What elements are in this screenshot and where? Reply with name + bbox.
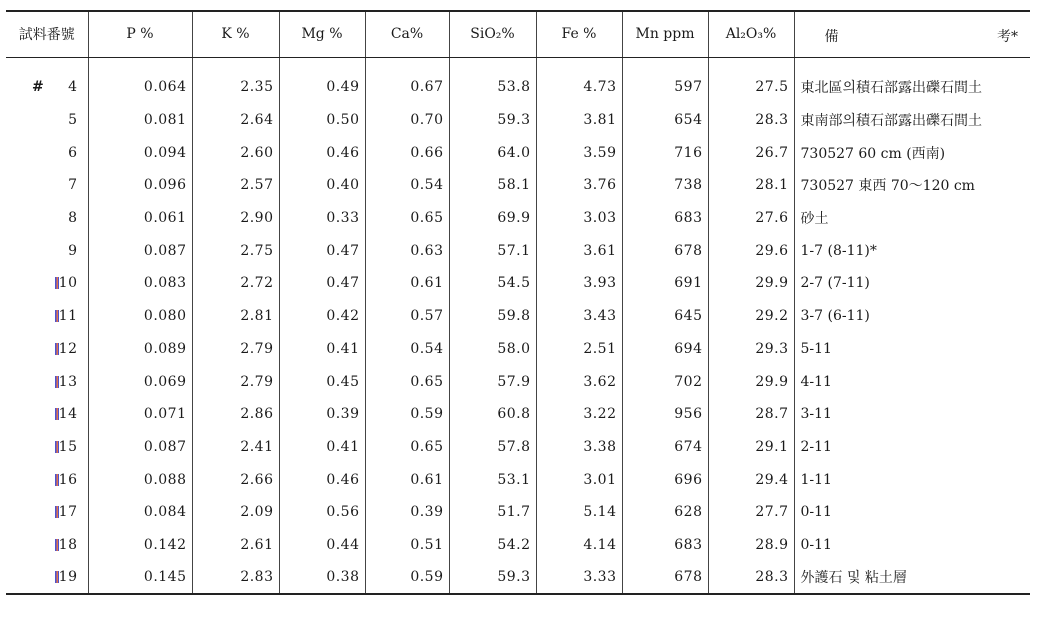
cell-sio2: 51.7 (449, 496, 536, 529)
cell-k: 2.72 (192, 267, 279, 300)
cell-ca: 0.63 (365, 234, 449, 267)
table-row (6, 431, 1030, 464)
cell-note: 0-11 (794, 529, 1030, 562)
cell-mg: 0.42 (279, 300, 365, 333)
cell-note: 2-7 (7-11) (794, 267, 1030, 300)
table-row (6, 333, 1030, 366)
cell-p: 0.087 (88, 431, 192, 464)
cell-k: 2.81 (192, 300, 279, 333)
cell-mg: 0.47 (279, 234, 365, 267)
cell-ca: 0.51 (365, 529, 449, 562)
header-p: P % (88, 11, 192, 57)
cell-mg: 0.46 (279, 136, 365, 169)
cell-k: 2.75 (192, 234, 279, 267)
cell-mn: 678 (622, 561, 708, 594)
cell-mg: 0.33 (279, 202, 365, 235)
cell-sio2: 58.0 (449, 333, 536, 366)
cell-mn: 694 (622, 333, 708, 366)
sample-number: 13 (58, 373, 78, 390)
cell-mn: 654 (622, 104, 708, 137)
cell-al2o3: 27.5 (708, 71, 794, 104)
table-row (6, 300, 1030, 333)
cell-mg: 0.56 (279, 496, 365, 529)
cell-fe: 5.14 (536, 496, 622, 529)
cell-sample-no (6, 529, 88, 562)
cell-fe: 3.93 (536, 267, 622, 300)
cell-p: 0.096 (88, 169, 192, 202)
header-al2o3: Al₂O₃% (708, 11, 794, 57)
cell-mn: 678 (622, 234, 708, 267)
cell-sample-no (6, 333, 88, 366)
header-note-a: 備 (824, 29, 839, 45)
table-row (6, 71, 1030, 104)
soil-analysis-table (6, 10, 1030, 595)
cell-mg: 0.50 (279, 104, 365, 137)
table-row (6, 104, 1030, 137)
cell-sio2: 57.9 (449, 365, 536, 398)
cell-sio2: 60.8 (449, 398, 536, 431)
cell-p: 0.069 (88, 365, 192, 398)
cell-p: 0.089 (88, 333, 192, 366)
cell-note: 砂土 (794, 202, 1030, 235)
cell-sio2: 54.2 (449, 529, 536, 562)
cell-mn: 696 (622, 463, 708, 496)
cell-sample-no (6, 71, 88, 104)
cell-fe: 2.51 (536, 333, 622, 366)
sample-number: 5 (68, 112, 78, 129)
cell-al2o3: 29.1 (708, 431, 794, 464)
cell-p: 0.081 (88, 104, 192, 137)
cell-mg: 0.45 (279, 365, 365, 398)
cell-fe: 3.38 (536, 431, 622, 464)
cell-k: 2.64 (192, 104, 279, 137)
cell-note: 3-7 (6-11) (794, 300, 1030, 333)
cell-al2o3: 29.9 (708, 365, 794, 398)
cell-note: 730527 東西 70〜120 cm (794, 169, 1030, 202)
cell-note: 外護石 및 粘土層 (794, 561, 1030, 594)
cell-fe: 4.73 (536, 71, 622, 104)
table-row (6, 234, 1030, 267)
cell-ca: 0.65 (365, 202, 449, 235)
cell-fe: 3.01 (536, 463, 622, 496)
sample-number: 12 (58, 340, 78, 357)
cell-p: 0.088 (88, 463, 192, 496)
cell-sample-no (6, 431, 88, 464)
cell-ca: 0.61 (365, 267, 449, 300)
table-row (6, 529, 1030, 562)
cell-note: 0-11 (794, 496, 1030, 529)
sample-number: 11 (58, 308, 78, 325)
cell-ca: 0.65 (365, 365, 449, 398)
cell-sio2: 59.3 (449, 561, 536, 594)
cell-mn: 645 (622, 300, 708, 333)
cell-al2o3: 27.7 (708, 496, 794, 529)
cell-sample-no (6, 104, 88, 137)
cell-note: 3-11 (794, 398, 1030, 431)
cell-fe: 3.33 (536, 561, 622, 594)
header-k: K % (192, 11, 279, 57)
cell-sio2: 57.1 (449, 234, 536, 267)
cell-p: 0.142 (88, 529, 192, 562)
cell-sio2: 69.9 (449, 202, 536, 235)
cell-fe: 3.22 (536, 398, 622, 431)
cell-p: 0.087 (88, 234, 192, 267)
cell-mg: 0.47 (279, 267, 365, 300)
cell-sio2: 64.0 (449, 136, 536, 169)
table-row (6, 365, 1030, 398)
cell-al2o3: 29.2 (708, 300, 794, 333)
cell-mn: 683 (622, 529, 708, 562)
cell-sample-no (6, 202, 88, 235)
cell-al2o3: 29.3 (708, 333, 794, 366)
sample-number: 19 (58, 569, 78, 586)
cell-mn: 716 (622, 136, 708, 169)
cell-sio2: 59.3 (449, 104, 536, 137)
cell-fe: 3.03 (536, 202, 622, 235)
sample-number: 8 (68, 210, 78, 227)
cell-k: 2.35 (192, 71, 279, 104)
cell-note: 1-11 (794, 463, 1030, 496)
cell-sample-no (6, 169, 88, 202)
spacer-row (6, 57, 1030, 71)
cell-note: 2-11 (794, 431, 1030, 464)
cell-sio2: 59.8 (449, 300, 536, 333)
cell-note: 1-7 (8-11)* (794, 234, 1030, 267)
cell-ca: 0.59 (365, 561, 449, 594)
cell-sample-no (6, 496, 88, 529)
header-mn: Mn ppm (622, 11, 708, 57)
sample-number: 7 (68, 177, 78, 194)
cell-mn: 956 (622, 398, 708, 431)
header-fe: Fe % (536, 11, 622, 57)
cell-sample-no (6, 365, 88, 398)
cell-al2o3: 28.1 (708, 169, 794, 202)
cell-sio2: 53.8 (449, 71, 536, 104)
cell-sample-no (6, 398, 88, 431)
cell-ca: 0.59 (365, 398, 449, 431)
cell-p: 0.083 (88, 267, 192, 300)
cell-k: 2.57 (192, 169, 279, 202)
cell-k: 2.60 (192, 136, 279, 169)
cell-p: 0.084 (88, 496, 192, 529)
cell-mn: 683 (622, 202, 708, 235)
cell-mg: 0.41 (279, 431, 365, 464)
cell-al2o3: 28.3 (708, 104, 794, 137)
cell-fe: 3.59 (536, 136, 622, 169)
cell-sio2: 53.1 (449, 463, 536, 496)
header-sio2: SiO₂% (449, 11, 536, 57)
table-row (6, 398, 1030, 431)
cell-ca: 0.67 (365, 71, 449, 104)
cell-mg: 0.39 (279, 398, 365, 431)
table-row (6, 561, 1030, 594)
cell-p: 0.061 (88, 202, 192, 235)
cell-k: 2.66 (192, 463, 279, 496)
table-row (6, 202, 1030, 235)
cell-mn: 691 (622, 267, 708, 300)
table-row (6, 463, 1030, 496)
sample-number: 4 (68, 79, 78, 96)
cell-ca: 0.66 (365, 136, 449, 169)
cell-sample-no (6, 561, 88, 594)
cell-p: 0.064 (88, 71, 192, 104)
cell-mg: 0.46 (279, 463, 365, 496)
cell-ca: 0.65 (365, 431, 449, 464)
cell-note: 東北區의積石部露出礫石間土 (794, 71, 1030, 104)
cell-al2o3: 28.7 (708, 398, 794, 431)
cell-al2o3: 28.3 (708, 561, 794, 594)
cell-fe: 4.14 (536, 529, 622, 562)
sample-number: 6 (68, 144, 78, 161)
table-row (6, 169, 1030, 202)
sample-number: 17 (58, 504, 78, 521)
cell-al2o3: 26.7 (708, 136, 794, 169)
cell-note: 730527 60 cm (西南) (794, 136, 1030, 169)
header-mg: Mg % (279, 11, 365, 57)
cell-mg: 0.49 (279, 71, 365, 104)
cell-al2o3: 29.6 (708, 234, 794, 267)
cell-fe: 3.81 (536, 104, 622, 137)
cell-p: 0.094 (88, 136, 192, 169)
header-note-b: 考* (997, 29, 1018, 45)
cell-sio2: 58.1 (449, 169, 536, 202)
cell-mn: 628 (622, 496, 708, 529)
cell-ca: 0.70 (365, 104, 449, 137)
cell-p: 0.071 (88, 398, 192, 431)
table-header-row (6, 11, 1030, 57)
cell-mg: 0.41 (279, 333, 365, 366)
header-ca: Ca% (365, 11, 449, 57)
sample-number: 18 (58, 536, 78, 553)
sample-number: 16 (58, 471, 78, 488)
cell-ca: 0.61 (365, 463, 449, 496)
header-note (794, 11, 1030, 57)
table-row (6, 267, 1030, 300)
sample-prefix-mark: # (32, 79, 45, 96)
sample-number: 9 (68, 242, 78, 259)
cell-fe: 3.76 (536, 169, 622, 202)
cell-ca: 0.54 (365, 333, 449, 366)
cell-mg: 0.38 (279, 561, 365, 594)
header-sample-no: 試料番號 (6, 11, 88, 57)
sample-number: 14 (58, 406, 78, 423)
cell-mg: 0.44 (279, 529, 365, 562)
cell-mn: 597 (622, 71, 708, 104)
cell-p: 0.145 (88, 561, 192, 594)
cell-sio2: 57.8 (449, 431, 536, 464)
cell-k: 2.86 (192, 398, 279, 431)
cell-note: 東南部의積石部露出礫石間土 (794, 104, 1030, 137)
cell-sample-no (6, 300, 88, 333)
cell-note: 4-11 (794, 365, 1030, 398)
cell-sio2: 54.5 (449, 267, 536, 300)
cell-mg: 0.40 (279, 169, 365, 202)
cell-mn: 674 (622, 431, 708, 464)
cell-k: 2.79 (192, 365, 279, 398)
cell-sample-no (6, 463, 88, 496)
cell-fe: 3.62 (536, 365, 622, 398)
cell-al2o3: 28.9 (708, 529, 794, 562)
cell-sample-no (6, 136, 88, 169)
cell-mn: 738 (622, 169, 708, 202)
cell-al2o3: 29.9 (708, 267, 794, 300)
table-row (6, 496, 1030, 529)
sample-number: 15 (58, 438, 78, 455)
cell-fe: 3.43 (536, 300, 622, 333)
cell-p: 0.080 (88, 300, 192, 333)
cell-ca: 0.54 (365, 169, 449, 202)
cell-k: 2.61 (192, 529, 279, 562)
table-body (6, 57, 1030, 594)
sample-number: 10 (58, 275, 78, 292)
cell-note: 5-11 (794, 333, 1030, 366)
cell-k: 2.83 (192, 561, 279, 594)
cell-sample-no (6, 267, 88, 300)
cell-al2o3: 29.4 (708, 463, 794, 496)
cell-ca: 0.57 (365, 300, 449, 333)
cell-k: 2.79 (192, 333, 279, 366)
cell-al2o3: 27.6 (708, 202, 794, 235)
cell-fe: 3.61 (536, 234, 622, 267)
cell-k: 2.41 (192, 431, 279, 464)
cell-k: 2.90 (192, 202, 279, 235)
cell-ca: 0.39 (365, 496, 449, 529)
cell-mn: 702 (622, 365, 708, 398)
cell-k: 2.09 (192, 496, 279, 529)
cell-sample-no (6, 234, 88, 267)
table-row (6, 136, 1030, 169)
